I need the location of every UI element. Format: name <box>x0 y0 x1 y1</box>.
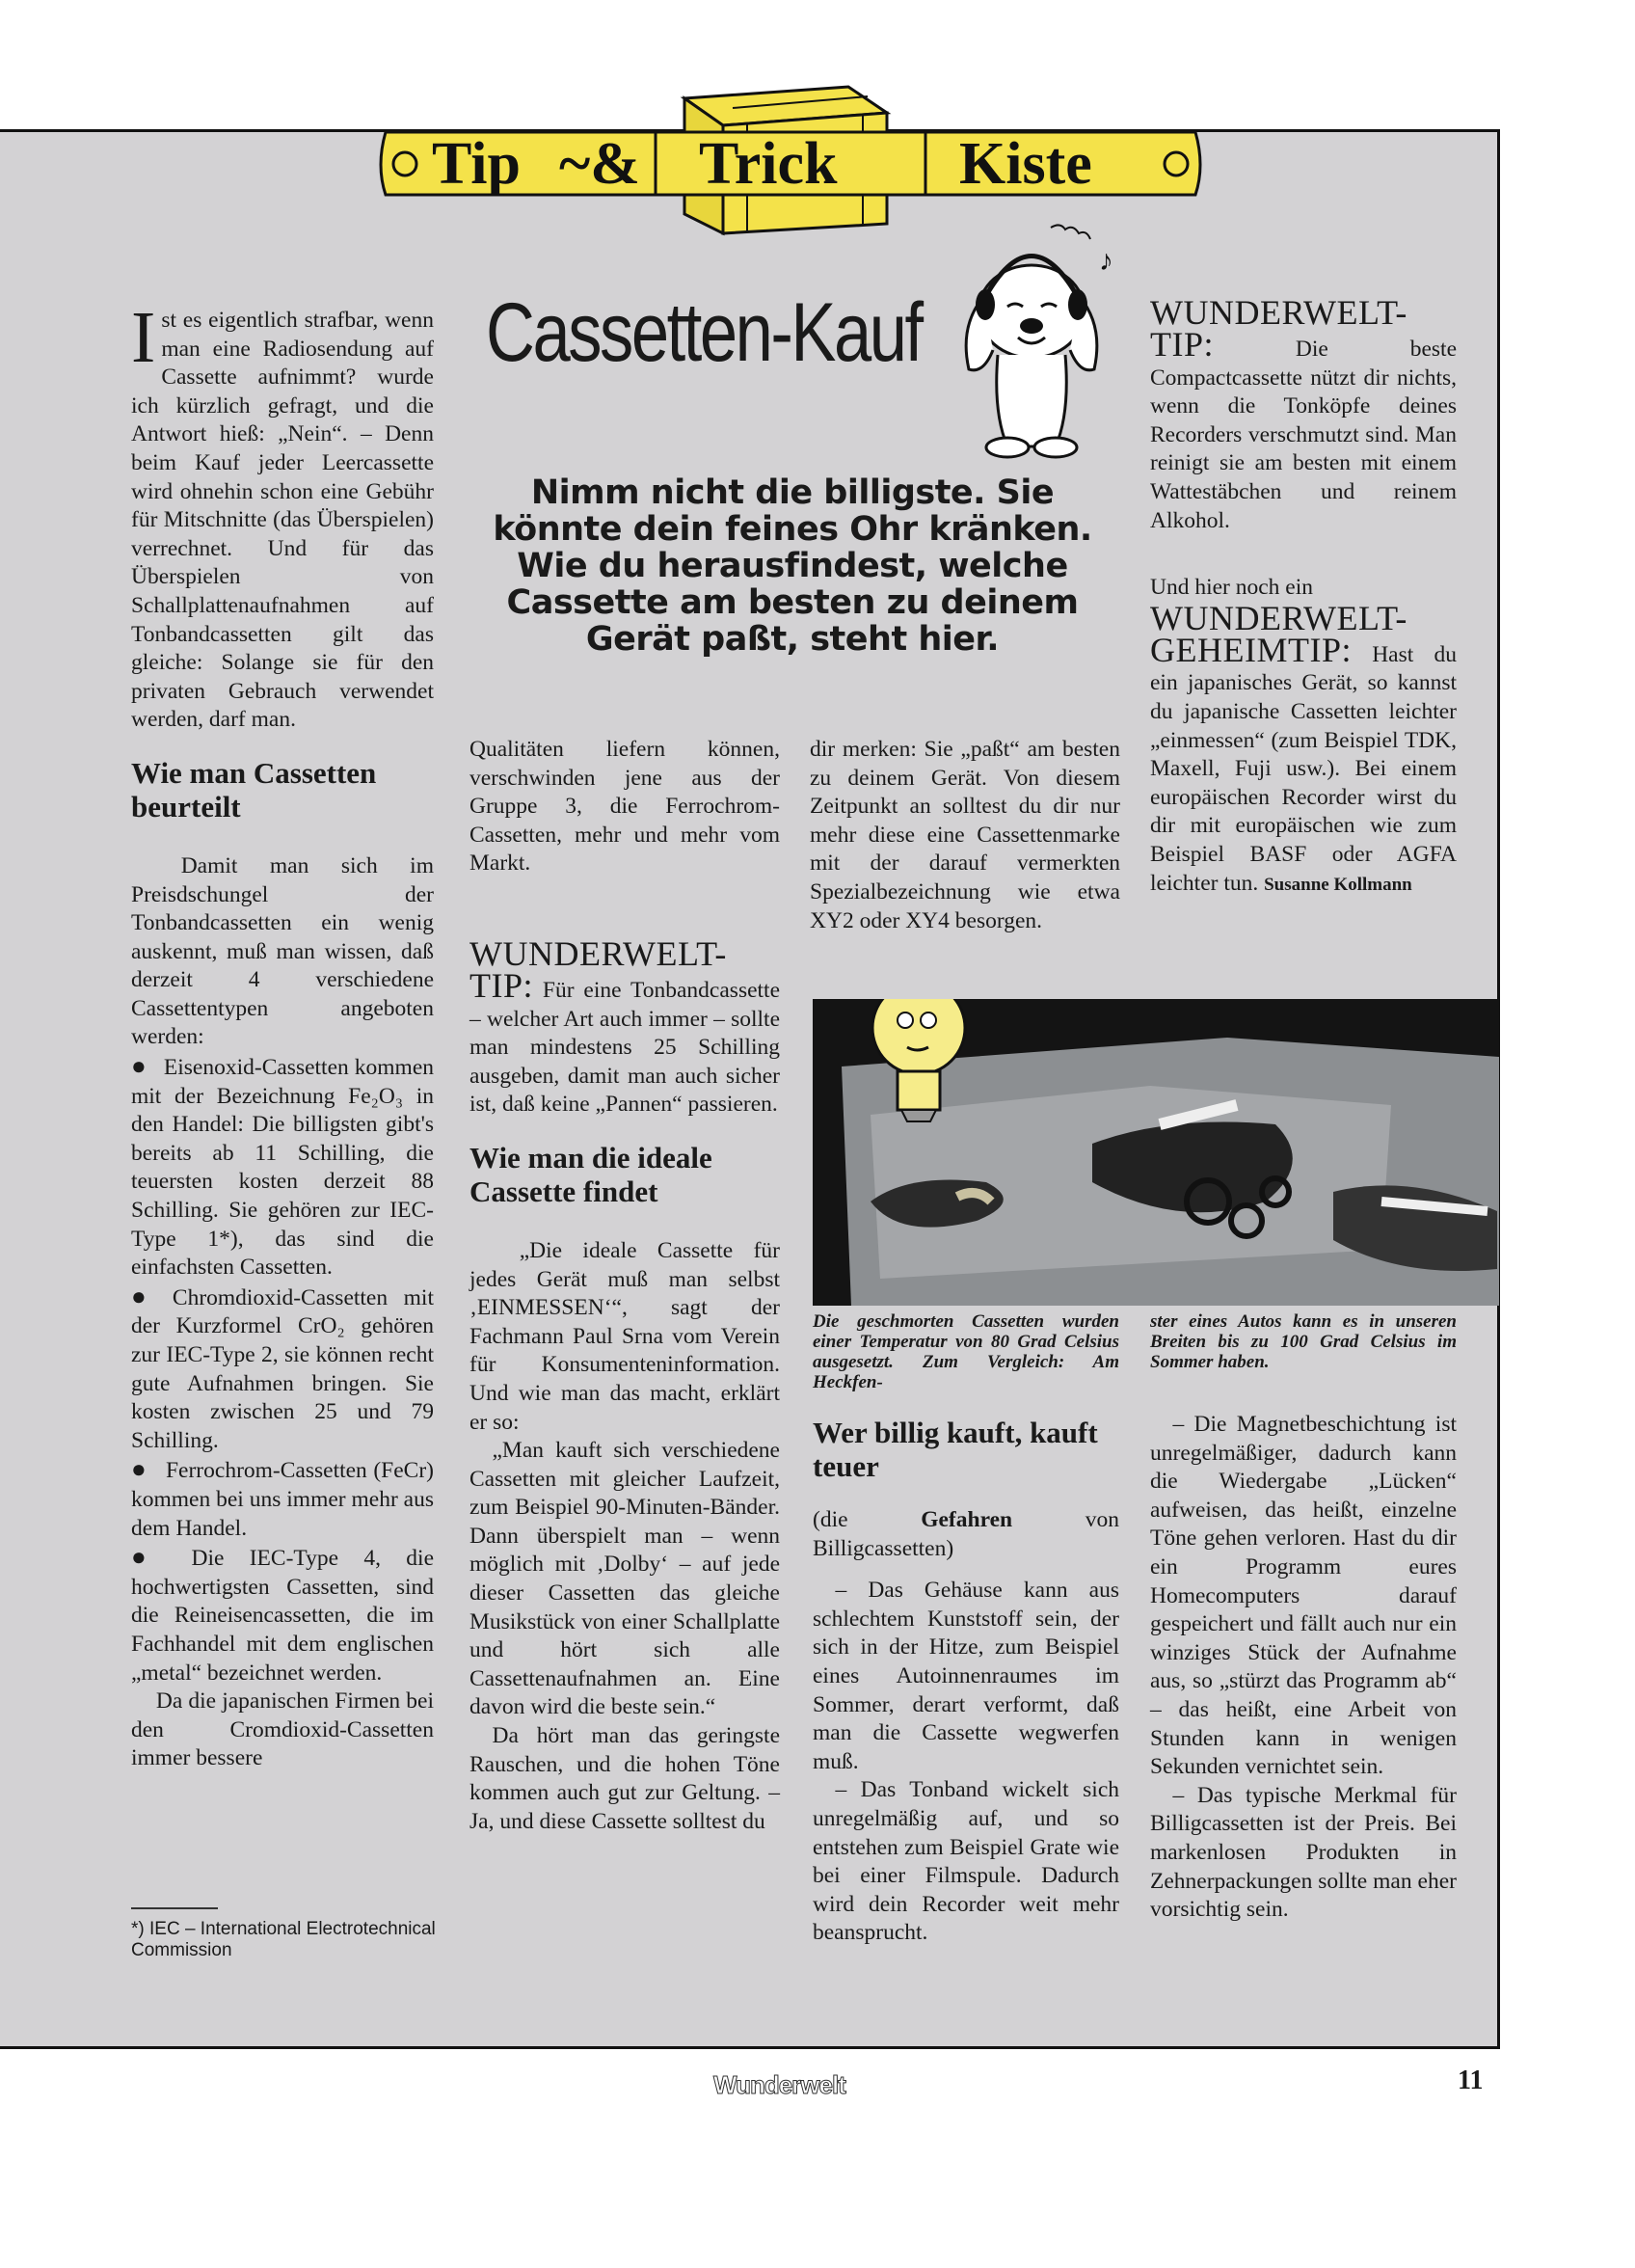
bullet-icon: ● <box>131 1543 167 1572</box>
geheimtip-text: Hast du ein japanisches Gerät, so kannst du japanische Cassetten leichter „einmessen“ (zum Beispiel TDK, Maxell, Fuji usw.). Bei einem europäischen Recorder wirst du dir mit europäischen wie zum Beispiel BASF oder AGFA leichter tun. <box>1150 641 1457 896</box>
banner-word-trick: Trick <box>699 131 838 197</box>
sub-open: (die <box>813 1507 848 1532</box>
column-4-bottom <box>1150 1311 1457 1925</box>
geheimtip-heading: WUNDERWELT- <box>1150 598 1407 637</box>
column-2 <box>469 736 780 1836</box>
banner-word-tip: Tip <box>432 131 521 197</box>
col2-paragraph: Da hört man das geringste Rauschen, und die hohen Töne kommen auch gut zur Geltung. – Ja, und diese Cassette solltest du <box>469 1723 780 1834</box>
banner-sep: ~& <box>559 131 640 197</box>
tip-heading: WUNDERWELT- <box>1150 293 1407 332</box>
bullet-text: Ferrochrom-Cassetten (FeCr) kommen bei uns immer mehr aus dem Handel. <box>131 1458 434 1541</box>
lightbulb-icon <box>861 999 977 1144</box>
tip-heading: WUNDERWELT- <box>469 933 727 973</box>
column-1 <box>131 297 434 1773</box>
col2-paragraph: „Man kauft sich verschiedene Cassetten mit gleicher Laufzeit, zum Beispiel 90-Minuten-Bänder. Dann überspielt man – wenn möglich mit ‚Dolby‘ – auf jede dieser Cassetten das gleiche Musikstück von einer Schallplatte und hört sich alle Cassettenaufnahmen an. Eine davon wird die beste sein.“ <box>469 1438 780 1720</box>
geheimtip-label: GEHEIMTIP: <box>1150 630 1352 669</box>
column-3-bottom <box>813 1311 1119 1948</box>
heading-ideale-cassette: Wie man die ideale Cassette findet <box>469 1140 712 1208</box>
tip-label: TIP: <box>469 965 534 1005</box>
bullet-text: Die IEC-Type 4, die hochwertigsten Cassetten, sind die Reineisencassetten, die im Fachhandel mit dem englischen „metal“ bezeichnet werden. <box>131 1546 434 1686</box>
tip-text: Die beste Compactcassette nützt dir nichts, wenn die Tonköpfe deines Recorders verschmutzt sind. Man reinigt sie am besten mit einem Wattestäbchen und reinem Alkohol. <box>1150 337 1458 533</box>
column-3-top <box>810 736 1120 935</box>
bullet-icon: ● <box>131 1455 147 1484</box>
page-number: 11 <box>1458 2066 1484 2095</box>
photo-caption-part1: Die geschmorten Cassetten wurden einer Temperatur von 80 Grad Celsius ausgesetzt. Zum Vergleich: Am Heckfen- <box>813 1311 1119 1392</box>
sub-bold: Gefahren <box>921 1507 1013 1532</box>
bullet-icon: ● <box>131 1052 147 1081</box>
col4-paragraph: Und hier noch ein <box>1150 575 1314 601</box>
melted-cassettes-photo <box>813 999 1499 1306</box>
tip-paragraph <box>1150 325 1458 535</box>
footnote-divider <box>131 1907 218 1909</box>
tip-label: TIP: <box>1150 325 1215 364</box>
column-4 <box>1150 293 1458 899</box>
tip-trick-kiste-banner <box>366 79 1215 243</box>
col4-paragraph: – Die Magnetbeschichtung ist unregelmäßiger, dadurch kann die Wiedergabe „Lücken“ aufweisen, das heißt, einzelne Töne gehen verloren. Hast du dir ein Programm eures Homecomputers darauf gespeichert und fällt auch nur ein winziges Stück der Aufnahme aus, so „stürzt das Programm ab“ – das heißt, eine Arbeit von Stunden kann in wenigen Sekunden vernichtet sein. <box>1150 1412 1457 1780</box>
col2-paragraph: Qualitäten liefern können, verschwinden jene aus der Gruppe 3, die Ferrochrom-Cassetten, mehr und mehr vom Markt. <box>469 737 780 877</box>
col3-paragraph: dir merken: Sie „paßt“ am besten zu deinem Gerät. Von diesem Zeitpunkt an solltest du dir nur mehr diese eine Cassettenmarke mit der darauf vermerkten Spezialbezeichnung wie etwa XY2 oder XY4 besorgen. <box>810 737 1120 933</box>
footnote: *) IEC – International Electrotechnical Commission <box>131 1919 436 1960</box>
bullet-item <box>131 1543 434 1688</box>
wunderwelt-logo: Wunderwelt <box>713 2070 845 2099</box>
col1-paragraph: Da die japanischen Firmen bei den Cromdioxid-Cassetten immer bessere <box>131 1688 434 1771</box>
author-name: Susanne Kollmann <box>1264 874 1412 895</box>
intro-text: st es eigentlich strafbar, wenn man eine Radiosendung auf Cassette aufnimmt? wurde ich kürzlich gefragt, und die Antwort hieß: „Nein“. – Denn beim Kauf jeder Leercassette wird ohnehin schon eine Gebühr für Mitschnitte (das Überspielen) verrechnet. Und für das Überspielen von Schallplattenaufnahmen auf Tonbandcassetten gilt das gleiche: Solange sie für den privaten Gebrauch verwendet werden, darf man. <box>131 308 434 733</box>
geheimtip-paragraph <box>1150 630 1457 899</box>
tip-paragraph <box>469 965 781 1120</box>
bullet-item <box>131 1455 434 1543</box>
sub-heading <box>813 1506 1119 1563</box>
photo-caption-part2: ster eines Autos kann es in unseren Breiten bis zu 100 Grad Celsius im Sommer haben. <box>1150 1311 1457 1372</box>
dog-headphones-illustration <box>954 220 1128 461</box>
bullet-item <box>131 1282 434 1456</box>
heading-beurteilen: Wie man Cassetten beurteilt <box>131 755 377 824</box>
col3-paragraph: – Das Gehäuse kann aus schlechtem Kunststoff sein, der sich in der Hitze, zum Beispiel eines Autoinnenraumes im Sommer, derart verformt, daß man die Cassette wegwerfen muß. <box>813 1578 1119 1774</box>
col3-paragraph: – Das Tonband wickelt sich unregelmäßig auf, und so entstehen zum Beispiel Grate wie bei einer Filmspule. Dadurch wird dein Recorder weit mehr beansprucht. <box>813 1777 1119 1946</box>
heading-billig-kauft: Wer billig kauft, kauft teuer <box>813 1416 1098 1483</box>
bullet-text: Chromdioxid-Cassetten mit der Kurzformel CrO₂ gehören zur IEC-Type 2, sie können recht gute Aufnahmen bringen. Sie kosten zwischen 25 und 79 Schilling. <box>131 1284 434 1453</box>
banner-word-kiste: Kiste <box>959 131 1092 197</box>
bullet-item <box>131 1052 434 1282</box>
article-lead: Nimm nicht die billigste. Sie könnte dein feines Ohr kränken. Wie du herausfindest, welche Cassette am besten zu deinem Gerät paßt, steht hier. <box>493 473 1092 659</box>
col4-paragraph: – Das typische Merkmal für Billigcassetten ist der Preis. Bei markenlosen Produkten in Zehnerpackungen sollte man eher vorsichtig sein. <box>1150 1782 1457 1923</box>
tip-text: Für eine Tonbandcassette – welcher Art auch immer – sollte man mindestens 25 Schilling ausgeben, damit man auch sicher ist, daß keine „Pannen“ passieren. <box>469 977 781 1118</box>
col2-paragraph: „Die ideale Cassette für jedes Gerät muß man selbst ‚EINMESSEN‘“, sagt der Fachmann Paul Srna vom Verein für Konsumenteninformation. Und wie man das macht, erklärt er so: <box>469 1237 780 1435</box>
bullet-text: Eisenoxid-Cassetten kommen mit der Bezeichnung Fe₂O₃ in den Handel: Die billigsten gibt's bereits ab 11 Schilling, die teuersten kosten derzeit 88 Schilling. Sie gehören zur IEC-Type 1*), das sind die einfachsten Cassetten. <box>131 1055 434 1281</box>
svg-text:♪: ♪ <box>1099 245 1113 277</box>
col1-paragraph: Damit man sich im Preisdschungel der Tonbandcassetten ein wenig auskennt, muß man wissen, daß derzeit 4 verschiedene Cassettentypen angeboten werden: <box>131 852 434 1050</box>
drop-cap: I <box>131 297 156 378</box>
bullet-icon: ● <box>131 1282 157 1310</box>
sub-close: von Billigcassetten) <box>813 1507 1120 1561</box>
intro-paragraph <box>131 297 434 735</box>
article-title: Cassetten-Kauf <box>486 286 922 379</box>
